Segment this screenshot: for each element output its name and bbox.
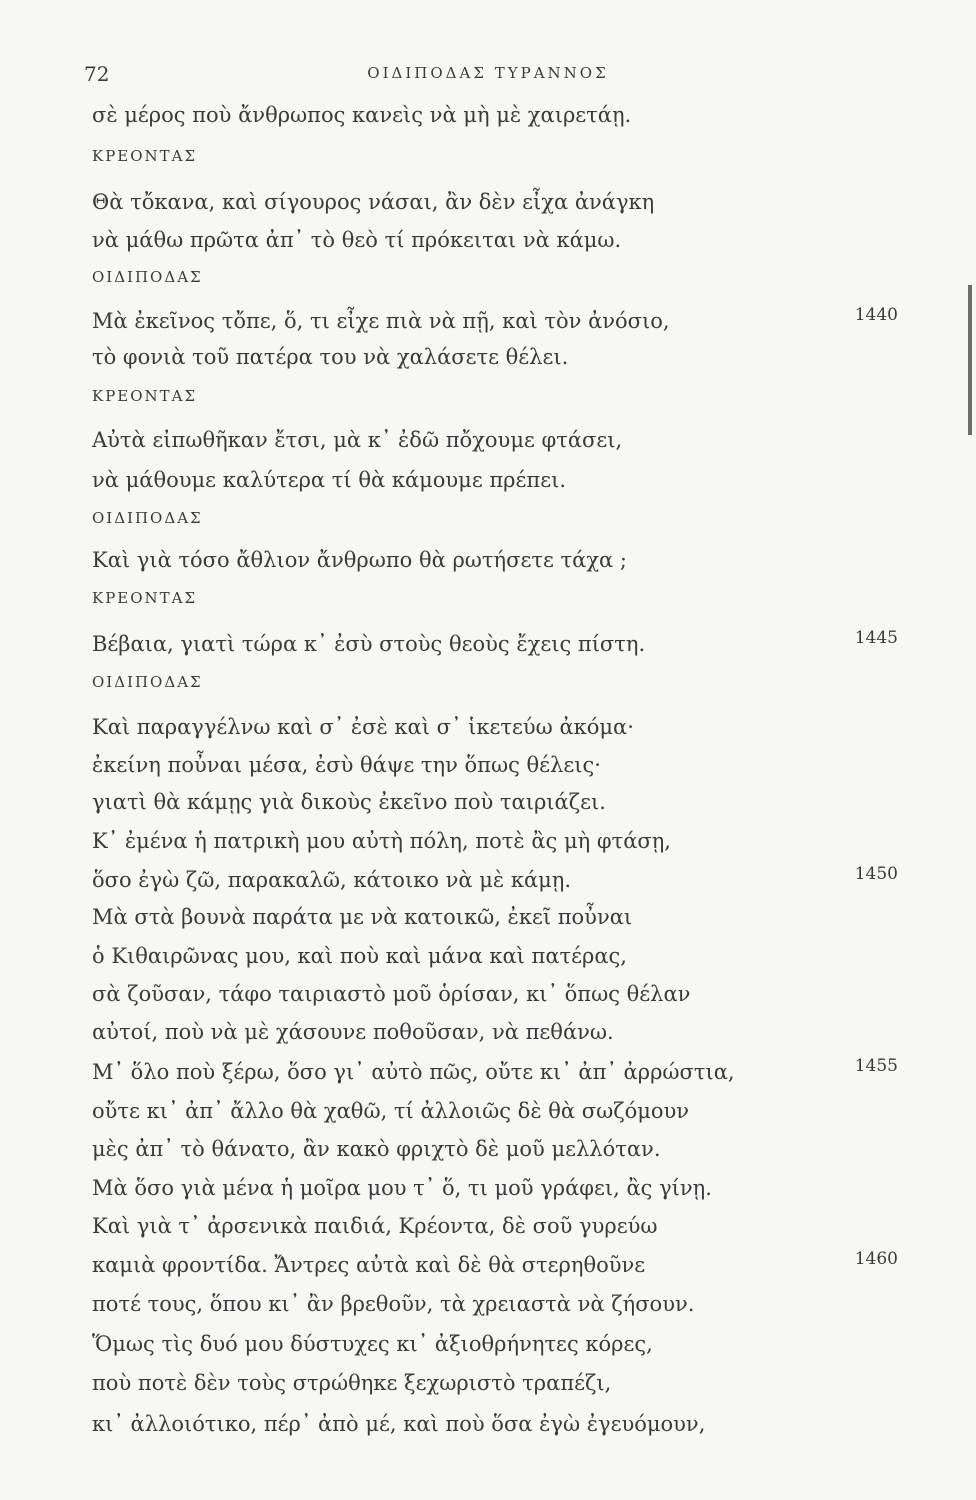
verse-line: Βέβαια, γιατὶ τώρα κ᾽ ἐσὺ στοὺς θεοὺς ἔχεις πίστη.	[92, 632, 646, 656]
verse-line: ποὺ ποτὲ δὲν τοὺς στρώθηκε ξεχωριστὸ τραπέζι,	[92, 1371, 612, 1395]
speaker-label: ΟΙΔΙΠΟΔΑΣ	[92, 673, 203, 691]
verse-line: Μὰ ἐκεῖνος τὄπε, ὅ, τι εἶχε πιὰ νὰ πῇ, καὶ τὸν ἀνόσιο,	[92, 309, 670, 333]
verse-line: σὰ ζοῦσαν, τάφο ταιριαστὸ μοῦ ὁρίσαν, κι᾽ ὅπως θέλαν	[92, 982, 691, 1006]
verse-line: ἐκείνη ποὖναι μέσα, ἐσὺ θάψε την ὅπως θέλεις·	[92, 753, 601, 777]
verse-line: ὅσο ἐγὼ ζῶ, παρακαλῶ, κάτοικο νὰ μὲ κάμῃ.	[92, 868, 572, 892]
speaker-label: ΚΡΕΟΝΤΑΣ	[92, 589, 198, 607]
verse-line: καμιὰ φροντίδα. Ἄντρες αὐτὰ καὶ δὲ θὰ στερηθοῦνε	[92, 1253, 646, 1277]
verse-line: νὰ μάθω πρῶτα ἀπ᾽ τὸ θεὸ τί πρόκειται νὰ κάμω.	[92, 228, 622, 252]
verse-line: Αὐτὰ εἰπωθῆκαν ἔτσι, μὰ κ᾽ ἐδῶ πὄχουμε φτάσει,	[92, 428, 623, 452]
page-edge-mark	[968, 285, 972, 435]
running-title: ΟΙΔΙΠΟΔΑΣ ΤΥΡΑΝΝΟΣ	[367, 64, 609, 82]
verse-line: Θὰ τὄκανα, καὶ σίγουρος νάσαι, ἂν δὲν εἶχα ἀνάγκη	[92, 190, 655, 214]
verse-line: γιατὶ θὰ κάμῃς γιὰ δικοὺς ἐκεῖνο ποὺ ταιριάζει.	[92, 790, 606, 814]
verse-line: κι᾽ ἀλλοιότικο, πέρ᾽ ἀπὸ μέ, καὶ ποὺ ὅσα ἐγὼ ἐγευόμουν,	[92, 1412, 706, 1436]
verse-line: Μὰ ὅσο γιὰ μένα ἡ μοῖρα μου τ᾽ ὅ, τι μοῦ γράφει, ἂς γίνῃ.	[92, 1176, 712, 1200]
verse-line: Καὶ γιὰ τ᾽ ἀρσενικὰ παιδιά, Κρέοντα, δὲ σοῦ γυρεύω	[92, 1214, 658, 1238]
verse-line: αὐτοί, ποὺ νὰ μὲ χάσουνε ποθοῦσαν, νὰ πεθάνω.	[92, 1020, 614, 1044]
verse-line: Καὶ παραγγέλνω καὶ σ᾽ ἐσὲ καὶ σ᾽ ἱκετεύω ἀκόμα·	[92, 715, 634, 739]
verse-line: μὲς ἀπ᾽ τὸ θάνατο, ἂν κακὸ φριχτὸ δὲ μοῦ μελλόταν.	[92, 1137, 661, 1161]
verse-line: Ὅμως τὶς δυό μου δύστυχες κι᾽ ἀξιοθρήνητες κόρες,	[92, 1332, 653, 1356]
speaker-label: ΚΡΕΟΝΤΑΣ	[92, 387, 198, 405]
verse-line: ὁ Κιθαιρῶνας μου, καὶ ποὺ καὶ μάνα καὶ πατέρας,	[92, 944, 627, 968]
verse-line: Μὰ στὰ βουνὰ παράτα με νὰ κατοικῶ, ἐκεῖ ποὖναι	[92, 905, 633, 929]
speaker-label: ΟΙΔΙΠΟΔΑΣ	[92, 268, 203, 286]
speaker-label: ΚΡΕΟΝΤΑΣ	[92, 147, 198, 165]
verse-line: Κ᾽ ἐμένα ἡ πατρικὴ μου αὐτὴ πόλη, ποτὲ ἂς μὴ φτάσῃ,	[92, 829, 671, 853]
speaker-label: ΟΙΔΙΠΟΔΑΣ	[92, 509, 203, 527]
line-number: 1445	[854, 628, 898, 648]
line-number: 1455	[854, 1056, 898, 1076]
verse-line: Μ᾽ ὅλο ποὺ ξέρω, ὅσο γι᾽ αὐτὸ πῶς, οὔτε κι᾽ ἀπ᾽ ἀρρώστια,	[92, 1060, 735, 1084]
verse-line: Καὶ γιὰ τόσο ἄθλιον ἄνθρωπο θὰ ρωτήσετε τάχα ;	[92, 548, 627, 572]
page-number: 72	[84, 62, 110, 86]
verse-line: ποτέ τους, ὅπου κι᾽ ἂν βρεθοῦν, τὰ χρειαστὰ νὰ ζήσουν.	[92, 1292, 695, 1316]
line-number: 1450	[854, 864, 898, 884]
verse-line: σὲ μέρος ποὺ ἄνθρωπος κανεὶς νὰ μὴ μὲ χαιρετάῃ.	[92, 103, 632, 127]
line-number: 1460	[854, 1249, 898, 1269]
line-number: 1440	[854, 305, 898, 325]
verse-line: οὔτε κι᾽ ἀπ᾽ ἄλλο θὰ χαθῶ, τί ἀλλοιῶς δὲ θὰ σωζόμουν	[92, 1099, 690, 1123]
verse-line: νὰ μάθουμε καλύτερα τί θὰ κάμουμε πρέπει.	[92, 468, 566, 492]
verse-line: τὸ φονιὰ τοῦ πατέρα του νὰ χαλάσετε θέλει.	[92, 345, 569, 369]
